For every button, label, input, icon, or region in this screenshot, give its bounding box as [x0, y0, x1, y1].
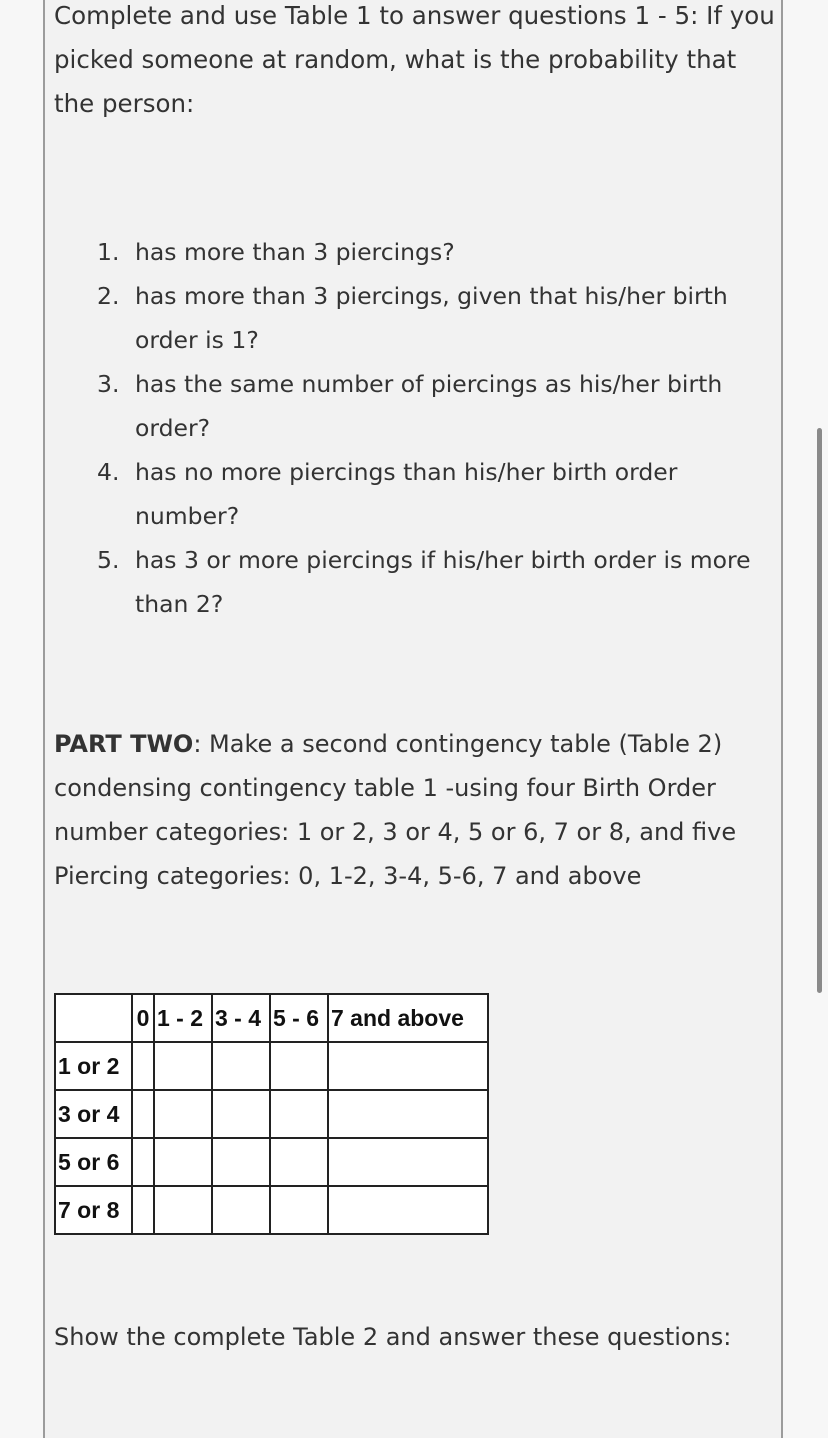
question-text: has more than 3 piercings?: [135, 238, 455, 266]
table-cell: [132, 1042, 154, 1090]
column-header: 5 - 6: [270, 994, 328, 1042]
table-cell: [212, 1138, 270, 1186]
table-cell: [270, 1138, 328, 1186]
list-item: [97, 362, 787, 450]
table-row: [55, 1042, 488, 1090]
table-cell: [132, 1090, 154, 1138]
footer-paragraph: Show the complete Table 2 and answer these questions:: [54, 1323, 732, 1351]
row-header: 5 or 6: [55, 1138, 132, 1186]
table-cell: [132, 1186, 154, 1234]
table-row: [55, 1090, 488, 1138]
question-number: 4.: [97, 458, 120, 486]
table-cell: [328, 1042, 488, 1090]
table-cell: [154, 1138, 212, 1186]
table-row: [55, 1186, 488, 1234]
table-cell: [270, 1090, 328, 1138]
table-cell: [212, 1186, 270, 1234]
table-row: [55, 1138, 488, 1186]
row-header: 3 or 4: [55, 1090, 132, 1138]
table-corner-cell: [55, 994, 132, 1042]
table-cell: [212, 1090, 270, 1138]
part-two-paragraph: [54, 722, 784, 898]
question-text: has no more piercings than his/her birth order number?: [135, 458, 678, 530]
list-item: [97, 274, 787, 362]
table-cell: [154, 1186, 212, 1234]
table-cell: [328, 1186, 488, 1234]
question-text: has the same number of piercings as his/her birth order?: [135, 370, 723, 442]
column-header: 7 and above: [328, 994, 488, 1042]
question-number: 5.: [97, 546, 120, 574]
table-cell: [270, 1186, 328, 1234]
row-header: 7 or 8: [55, 1186, 132, 1234]
column-header: 1 - 2: [154, 994, 212, 1042]
part-two-text: : Make a second contingency table (Table 2) condensing contingency table 1 -using four Birth Order number categories: 1 or 2, 3 or 4, 5 or 6, 7 or 8, and five Piercing categories: 0, 1-2, 3-4, 5-6, 7 and above: [54, 730, 737, 890]
table-cell: [328, 1090, 488, 1138]
question-number: 1.: [97, 238, 120, 266]
question-text: has 3 or more piercings if his/her birth order is more than 2?: [135, 546, 751, 618]
intro-paragraph: Complete and use Table 1 to answer questions 1 - 5: If you picked someone at random, what is the probability that the person:: [54, 1, 775, 118]
table-header-row: [55, 994, 488, 1042]
part-two-label: PART TWO: [54, 730, 194, 758]
row-header: 1 or 2: [55, 1042, 132, 1090]
table-cell: [212, 1042, 270, 1090]
column-header: 3 - 4: [212, 994, 270, 1042]
table-cell: [132, 1138, 154, 1186]
list-item: [97, 450, 787, 538]
list-item: [97, 230, 787, 274]
question-number: 3.: [97, 370, 120, 398]
table-cell: [154, 1042, 212, 1090]
list-item: [97, 538, 787, 626]
table-cell: [270, 1042, 328, 1090]
table-cell: [328, 1138, 488, 1186]
question-list: [97, 230, 787, 626]
column-header: 0: [132, 994, 154, 1042]
scrollbar-thumb[interactable]: [817, 428, 822, 993]
question-number: 2.: [97, 282, 120, 310]
table-cell: [154, 1090, 212, 1138]
table-2: [54, 993, 489, 1235]
question-text: has more than 3 piercings, given that his/her birth order is 1?: [135, 282, 728, 354]
